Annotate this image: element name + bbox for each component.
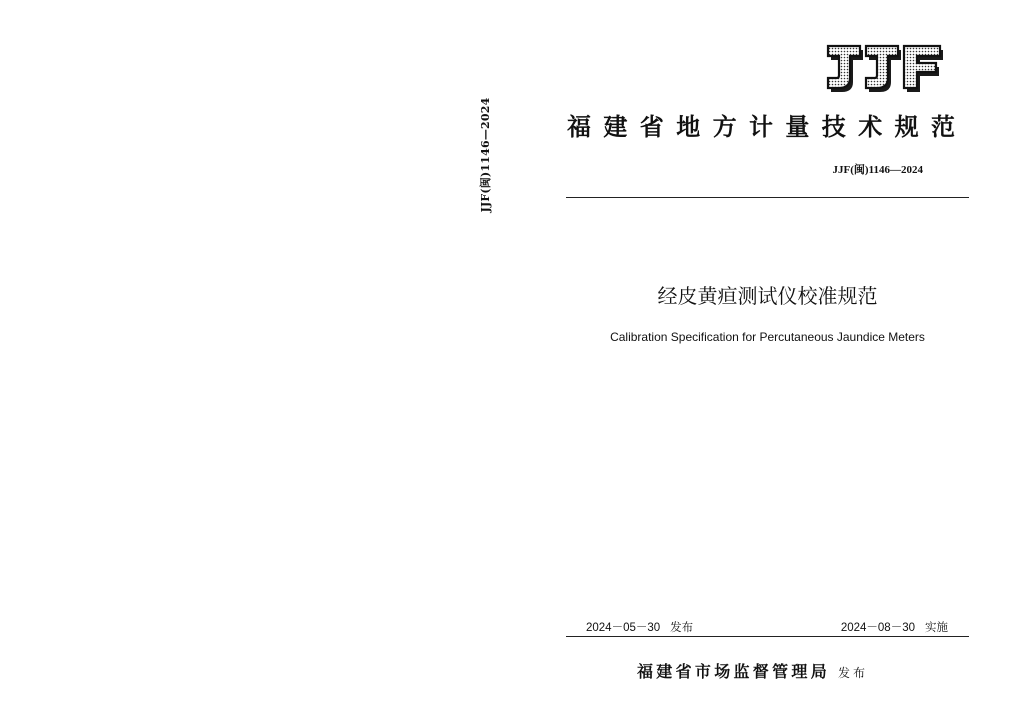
issue-date: 2024－05－30 (586, 622, 661, 634)
top-divider (566, 197, 969, 198)
org-title: 福建省地方计量技术规范 (567, 112, 968, 141)
issue-date-block (586, 619, 693, 635)
effective-label: 实施 (925, 620, 948, 634)
spine (474, 97, 496, 213)
jjf-logo-icon (822, 44, 946, 94)
issue-label: 发布 (670, 620, 694, 634)
publish-label: 发布 (838, 666, 869, 680)
title-english: Calibration Specification for Percutaneous Jaundice Meters (610, 330, 925, 344)
bottom-divider (566, 636, 969, 637)
spine-code: JJF(闽)1146—2024 (479, 97, 492, 213)
doc-code: JJF(闽)1146—2024 (832, 164, 923, 176)
title-chinese: 经皮黄疸测试仪校准规范 (657, 284, 878, 308)
effective-date-block (841, 619, 948, 635)
publisher-name: 福建省市场监督管理局 (637, 662, 831, 681)
effective-date: 2024－08－30 (840, 622, 915, 634)
publisher-block (637, 659, 868, 682)
